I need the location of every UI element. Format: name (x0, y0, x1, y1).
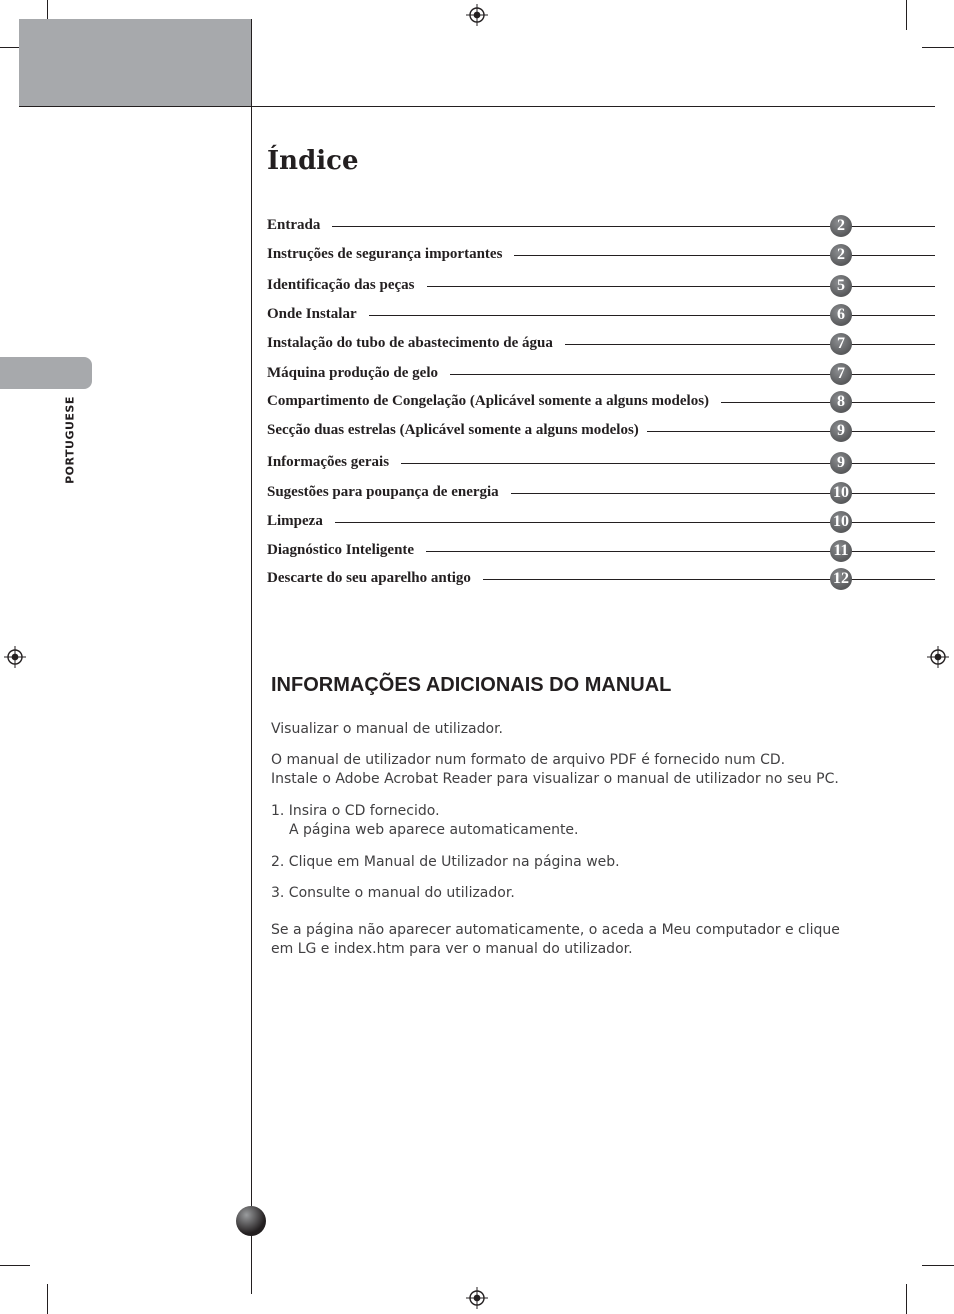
toc-page-badge: 11 (830, 540, 852, 562)
toc-label: Instruções de segurança importantes (267, 245, 514, 263)
toc-row[interactable] (267, 569, 935, 593)
crop-mark (906, 1284, 907, 1314)
crop-mark (906, 0, 907, 30)
toc-page-badge: 7 (830, 333, 852, 355)
toc-page-badge: 6 (830, 304, 852, 326)
language-label: PORTUGUESE (63, 396, 77, 484)
step-1-text: 1. Insira o CD fornecido. (271, 803, 440, 819)
toc-row[interactable] (267, 334, 935, 358)
toc-row[interactable] (267, 541, 935, 565)
step-3 (271, 884, 891, 903)
page-title: Índice (267, 146, 359, 176)
toc-row[interactable] (267, 276, 935, 300)
toc-label: Entrada (267, 216, 332, 234)
language-tab (0, 357, 92, 389)
crop-mark (47, 1284, 48, 1314)
toc-page-badge: 10 (830, 511, 852, 533)
toc-page-badge: 5 (830, 275, 852, 297)
toc-page-badge: 12 (830, 568, 852, 590)
toc-label: Compartimento de Congelação (Aplicável somente a alguns modelos) (267, 392, 721, 410)
toc-page-badge: 10 (830, 482, 852, 504)
toc-page-badge: 2 (830, 244, 852, 266)
step-3-text: 3. Consulte o manual do utilizador. (271, 885, 515, 901)
step-2 (271, 853, 891, 872)
toc-label: Limpeza (267, 512, 335, 530)
section-heading: INFORMAÇÕES ADICIONAIS DO MANUAL (271, 674, 672, 696)
toc-page-badge: 9 (830, 420, 852, 442)
crop-mark (922, 1265, 954, 1266)
toc-row[interactable] (267, 245, 935, 269)
toc-row[interactable] (267, 364, 935, 388)
header-rule (19, 106, 935, 107)
toc-label: Descarte do seu aparelho antigo (267, 569, 483, 587)
toc-page-badge: 2 (830, 215, 852, 237)
toc-row[interactable] (267, 305, 935, 329)
intro-paragraph (271, 720, 891, 739)
registration-mark-icon (466, 1287, 488, 1309)
pdf-paragraph (271, 751, 891, 789)
toc-row[interactable] (267, 453, 935, 477)
toc-row[interactable] (267, 421, 935, 445)
toc-label: Onde Instalar (267, 305, 369, 323)
page-number-ball (236, 1206, 266, 1236)
crop-mark (922, 47, 954, 48)
toc-label: Identificação das peças (267, 276, 427, 294)
pdf-line: O manual de utilizador num formato de arquivo PDF é fornecido num CD. (271, 752, 786, 768)
toc-page-badge: 7 (830, 363, 852, 385)
toc-row[interactable] (267, 392, 935, 416)
toc-page-badge: 9 (830, 452, 852, 474)
step-2-text: 2. Clique em Manual de Utilizador na página web. (271, 854, 620, 870)
toc-row[interactable] (267, 216, 935, 240)
toc-label: Sugestões para poupança de energia (267, 483, 511, 501)
toc-label: Diagnóstico Inteligente (267, 541, 426, 559)
toc-label: Informações gerais (267, 453, 401, 471)
note-line: Se a página não aparecer automaticamente, o aceda a Meu computador e clique (271, 922, 840, 938)
toc-row[interactable] (267, 512, 935, 536)
registration-mark-icon (466, 4, 488, 26)
toc-label: Máquina produção de gelo (267, 364, 450, 382)
pdf-line: Instale o Adobe Acrobat Reader para visualizar o manual de utilizador no seu PC. (271, 771, 839, 787)
margin-rule (251, 19, 252, 1294)
note-line: em LG e index.htm para ver o manual do utilizador. (271, 941, 633, 957)
registration-mark-icon (4, 646, 26, 668)
step-1-subtext: A página web aparece automaticamente. (289, 822, 579, 838)
step-1 (271, 802, 891, 840)
toc-label: Secção duas estrelas (Aplicável somente a alguns modelos) (267, 421, 647, 439)
note-paragraph (271, 921, 891, 959)
intro-text: Visualizar o manual de utilizador. (271, 721, 503, 737)
toc-row[interactable] (267, 483, 935, 507)
toc-page-badge: 8 (830, 391, 852, 413)
header-block (19, 19, 251, 106)
toc-label: Instalação do tubo de abastecimento de água (267, 334, 565, 352)
crop-mark (0, 1265, 30, 1266)
registration-mark-icon (927, 646, 949, 668)
